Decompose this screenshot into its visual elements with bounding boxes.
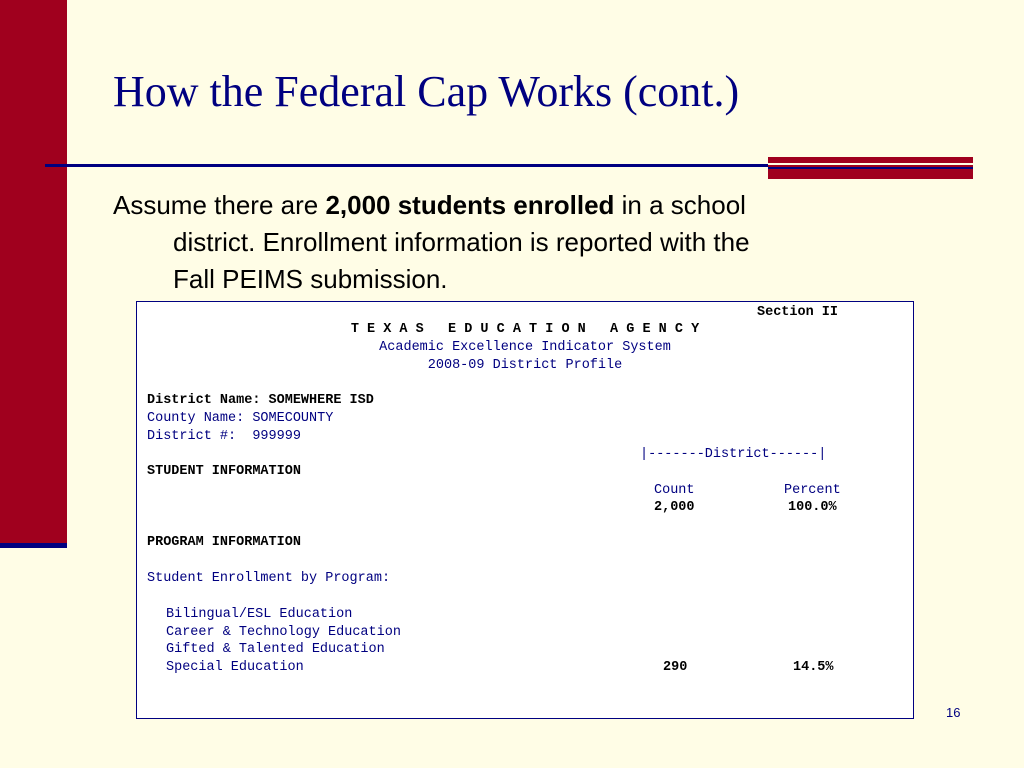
total-percent-value: 100.0% (788, 500, 837, 515)
intro-text-post: in a school (614, 190, 746, 220)
total-count-value: 2,000 (654, 500, 695, 515)
intro-text-line2: district. Enrollment information is reported with the (173, 227, 750, 257)
district-profile-report (136, 301, 914, 719)
program-name: Bilingual/ESL Education (166, 607, 353, 622)
program-info-heading: PROGRAM INFORMATION (147, 535, 301, 550)
program-name: Gifted & Talented Education (166, 642, 385, 657)
accent-stripe (768, 163, 973, 165)
title-accent-block (768, 157, 973, 179)
count-column-label: Count (654, 483, 695, 498)
report-agency-heading: T E X A S E D U C A T I O N A G E N C Y (350, 322, 700, 337)
report-profile-heading: 2008-09 District Profile (427, 358, 623, 373)
county-name: County Name: SOMECOUNTY (147, 411, 334, 426)
program-name: Special Education (166, 660, 304, 675)
student-info-heading: STUDENT INFORMATION (147, 464, 301, 479)
intro-paragraph (113, 187, 903, 298)
enrollment-by-program-label: Student Enrollment by Program: (147, 571, 391, 586)
intro-text-line3: Fall PEIMS submission. (173, 264, 448, 294)
percent-column-label: Percent (784, 483, 841, 498)
district-column-header: |-------District------| (640, 447, 827, 462)
program-name: Career & Technology Education (166, 625, 401, 640)
program-count: 290 (663, 660, 688, 675)
left-accent-bar (0, 0, 67, 543)
district-name: District Name: SOMEWHERE ISD (147, 393, 374, 408)
slide-title: How the Federal Cap Works (cont.) (113, 67, 740, 116)
left-accent-underline (0, 543, 67, 548)
report-section-label: Section II (757, 305, 839, 320)
program-percent: 14.5% (793, 660, 834, 675)
accent-stripe-navy (768, 167, 973, 169)
district-number: District #: 999999 (147, 429, 301, 444)
page-number: 16 (946, 705, 961, 720)
intro-text-pre: Assume there are (113, 190, 326, 220)
intro-text-bold: 2,000 students enrolled (325, 190, 615, 220)
report-system-heading: Academic Excellence Indicator System (379, 340, 671, 355)
